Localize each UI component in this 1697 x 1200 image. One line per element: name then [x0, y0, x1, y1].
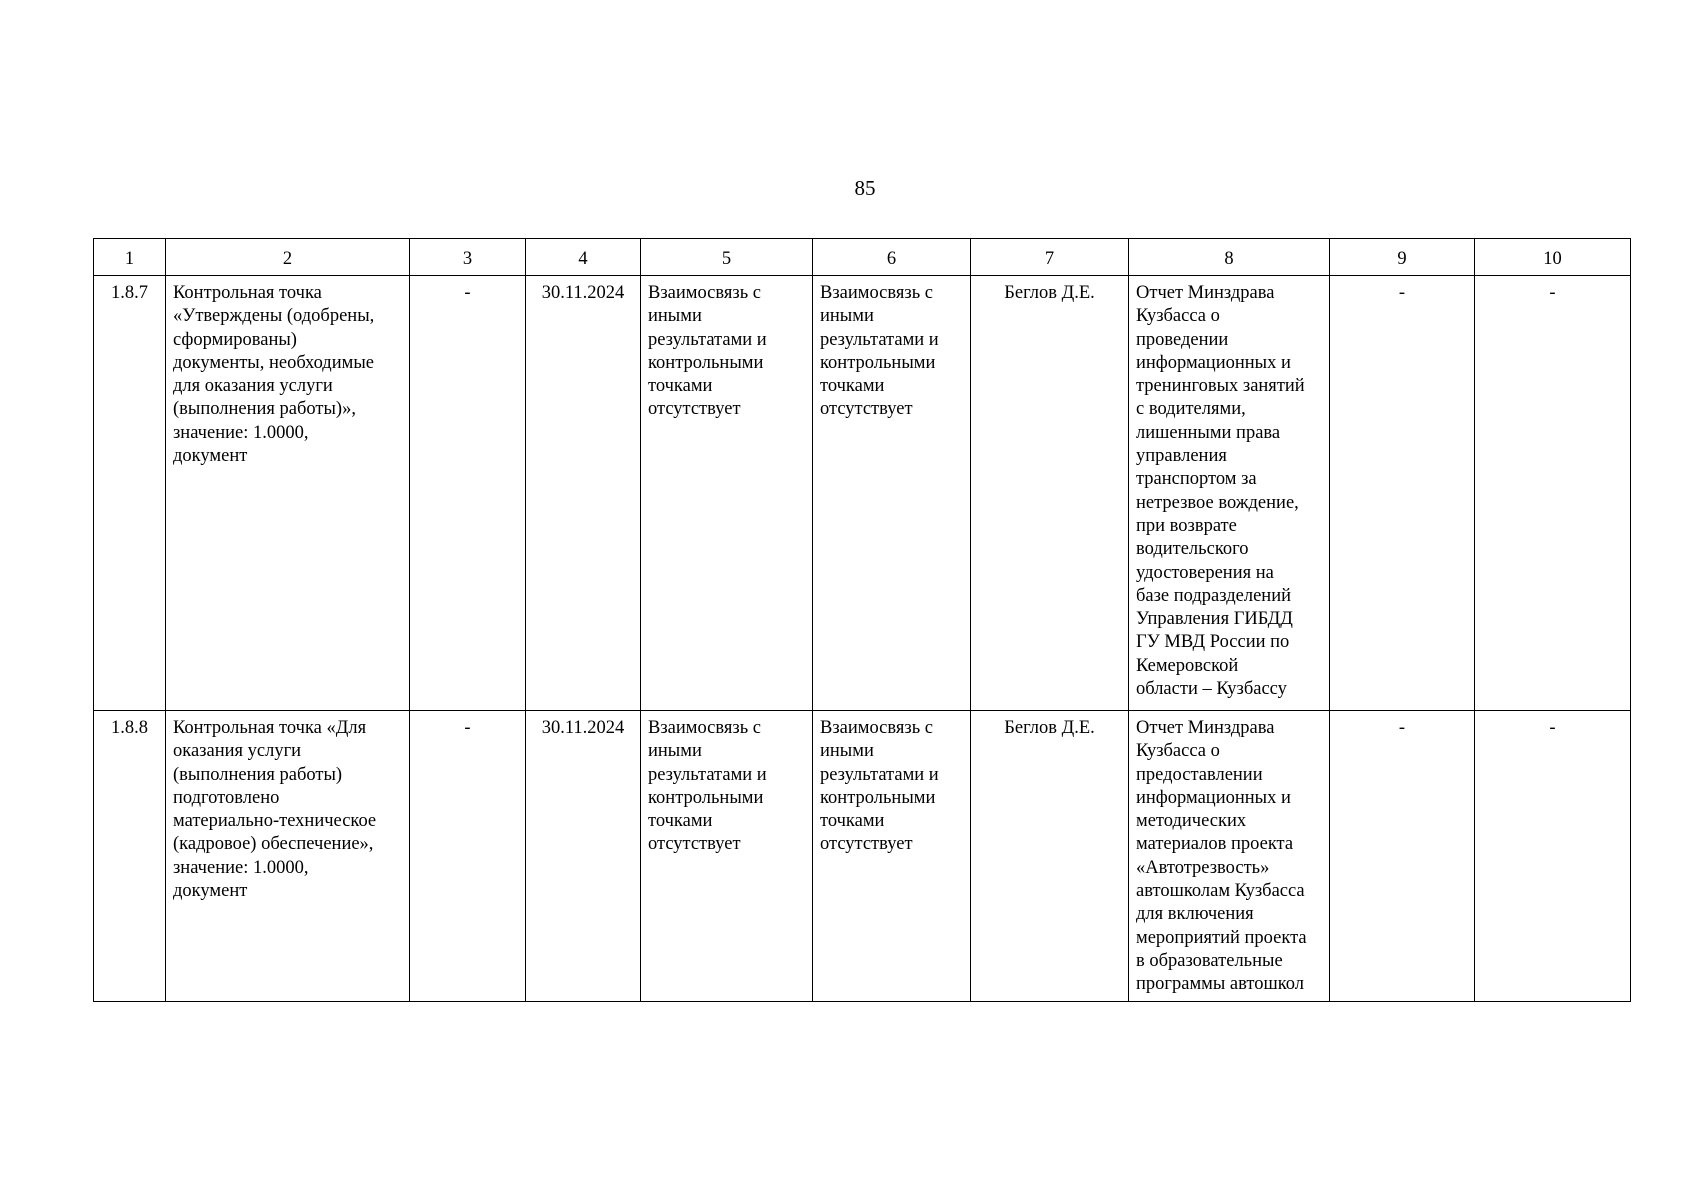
- column-9-cell: [1330, 711, 1475, 1002]
- responsible-cell: [971, 276, 1129, 711]
- predecessors-text: Взаимосвязь с иными результатами и контрольными точками отсутствует: [648, 283, 767, 420]
- control-point-cell: [166, 276, 410, 711]
- end-date-value: 30.11.2024: [541, 283, 625, 303]
- column-9-cell: [1330, 276, 1475, 711]
- result-document-cell: [1129, 711, 1330, 1002]
- column-number-cell: 1: [94, 239, 166, 276]
- start-date-cell: [410, 276, 526, 711]
- control-point-text: Контрольная точка «Утверждены (одобрены, сформированы) документы, необходимые для оказания услуги (выполнения работы)», значение: 1.0000, документ: [173, 283, 375, 467]
- end-date-value: 30.11.2024: [541, 718, 625, 738]
- column-number-cell: 8: [1129, 239, 1330, 276]
- successors-text: Взаимосвязь с иными результатами и контрольными точками отсутствует: [820, 718, 939, 855]
- successors-text: Взаимосвязь с иными результатами и контрольными точками отсутствует: [820, 283, 939, 420]
- item-number: 1.8.7: [111, 283, 148, 303]
- column-number-cell: 6: [813, 239, 971, 276]
- column-number-cell: 2: [166, 239, 410, 276]
- result-document-text: Отчет Минздрава Кузбасса о предоставлении информационных и методических материалов проекта «Автотрезвость» автошколам Кузбасса для включения мероприятий проекта в образовательные программы автошкол: [1136, 718, 1307, 995]
- column-10-value: -: [1549, 283, 1556, 303]
- column-number-cell: 10: [1475, 239, 1631, 276]
- responsible-name: Беглов Д.Е.: [1004, 718, 1095, 738]
- column-number-cell: 3: [410, 239, 526, 276]
- predecessors-text: Взаимосвязь с иными результатами и контрольными точками отсутствует: [648, 718, 767, 855]
- successors-cell: [813, 711, 971, 1002]
- control-point-cell: [166, 711, 410, 1002]
- result-document-cell: [1129, 276, 1330, 711]
- start-date-value: -: [464, 283, 471, 303]
- item-number: 1.8.8: [111, 718, 148, 738]
- column-number-cell: 7: [971, 239, 1129, 276]
- column-10-value: -: [1549, 718, 1556, 738]
- result-document-text: Отчет Минздрава Кузбасса о проведении информационных и тренинговых занятий с водителями, лишенными права управления транспортом за нетрезвое вождение, при возврате водительского удостоверения на базе подразделений Управления ГИБДД ГУ МВД России по Кемеровской области – Кузбассу: [1136, 283, 1305, 700]
- responsible-name: Беглов Д.Е.: [1004, 283, 1095, 303]
- column-number-cell: 4: [526, 239, 641, 276]
- start-date-cell: [410, 711, 526, 1002]
- predecessors-cell: [641, 711, 813, 1002]
- end-date-cell: [526, 276, 641, 711]
- column-number-row: [94, 239, 1631, 276]
- control-point-text: Контрольная точка «Для оказания услуги (выполнения работы) подготовлено материально-техническое (кадровое) обеспечение», значение: 1.0000, документ: [173, 718, 377, 902]
- successors-cell: [813, 276, 971, 711]
- column-10-cell: [1475, 711, 1631, 1002]
- column-9-value: -: [1398, 283, 1406, 303]
- predecessors-cell: [641, 276, 813, 711]
- end-date-cell: [526, 711, 641, 1002]
- responsible-cell: [971, 711, 1129, 1002]
- table-row: [94, 276, 1631, 711]
- control-points-table: [93, 238, 1631, 1002]
- column-9-value: -: [1398, 718, 1406, 738]
- column-10-cell: [1475, 276, 1631, 711]
- item-number-cell: [94, 276, 166, 711]
- start-date-value: -: [464, 718, 471, 738]
- table-row: [94, 711, 1631, 1002]
- item-number-cell: [94, 711, 166, 1002]
- page-number: 85: [854, 176, 876, 200]
- column-number-cell: 5: [641, 239, 813, 276]
- column-number-cell: 9: [1330, 239, 1475, 276]
